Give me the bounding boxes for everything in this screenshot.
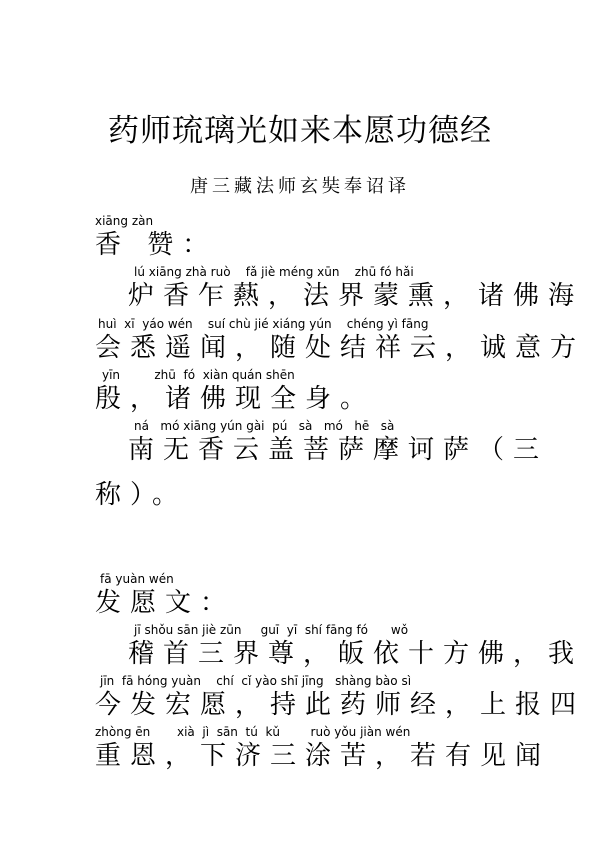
verse-line: 炉香乍爇，法界蒙熏，诸佛海 [128,281,584,311]
verse-line: 南无香云盖菩萨摩诃萨（三 [128,435,549,465]
verse-line: 会悉遥闻，随处结祥云，诚意方 [95,333,586,363]
verse-line: 称）。 [95,480,188,510]
section-heading: 香 赞： [95,230,218,260]
verse-line: 殷，诸佛现全身。 [95,384,376,414]
section-heading: 发愿文： [95,588,236,618]
pinyin-line: jīn fā hóng yuàn chí cǐ yào shī jīng shàng bào sì [100,674,412,688]
verse-line: 今发宏愿，持此药师经，上报四 [95,690,586,720]
document-title: 药师琉璃光如来本愿功德经 [108,113,492,149]
pinyin-line: yīn zhū fó xiàn quán shēn [102,368,295,382]
pinyin-line: xiāng zàn [95,214,154,228]
verse-line: 稽首三界尊，皈依十方佛，我 [128,639,584,669]
pinyin-line: lú xiāng zhà ruò fǎ jiè méng xūn zhū fó hǎi [134,265,414,279]
verse-line: 重恩，下济三涂苦，若有见闻 [95,741,551,771]
pinyin-line: huì xī yáo wén suí chù jié xiáng yún chéng yì fāng [98,317,429,331]
pinyin-line: fā yuàn wén [100,572,174,586]
pinyin-line: zhòng ēn xià jì sān tú kǔ ruò yǒu jiàn wén [95,725,411,739]
pinyin-line: ná mó xiāng yún gài pú sà mó hē sà [134,419,395,433]
translator-line: 唐三藏法师玄奘奉诏译 [190,176,410,197]
pinyin-line: jī shǒu sān jiè zūn guī yī shí fāng fó wǒ [134,623,409,637]
